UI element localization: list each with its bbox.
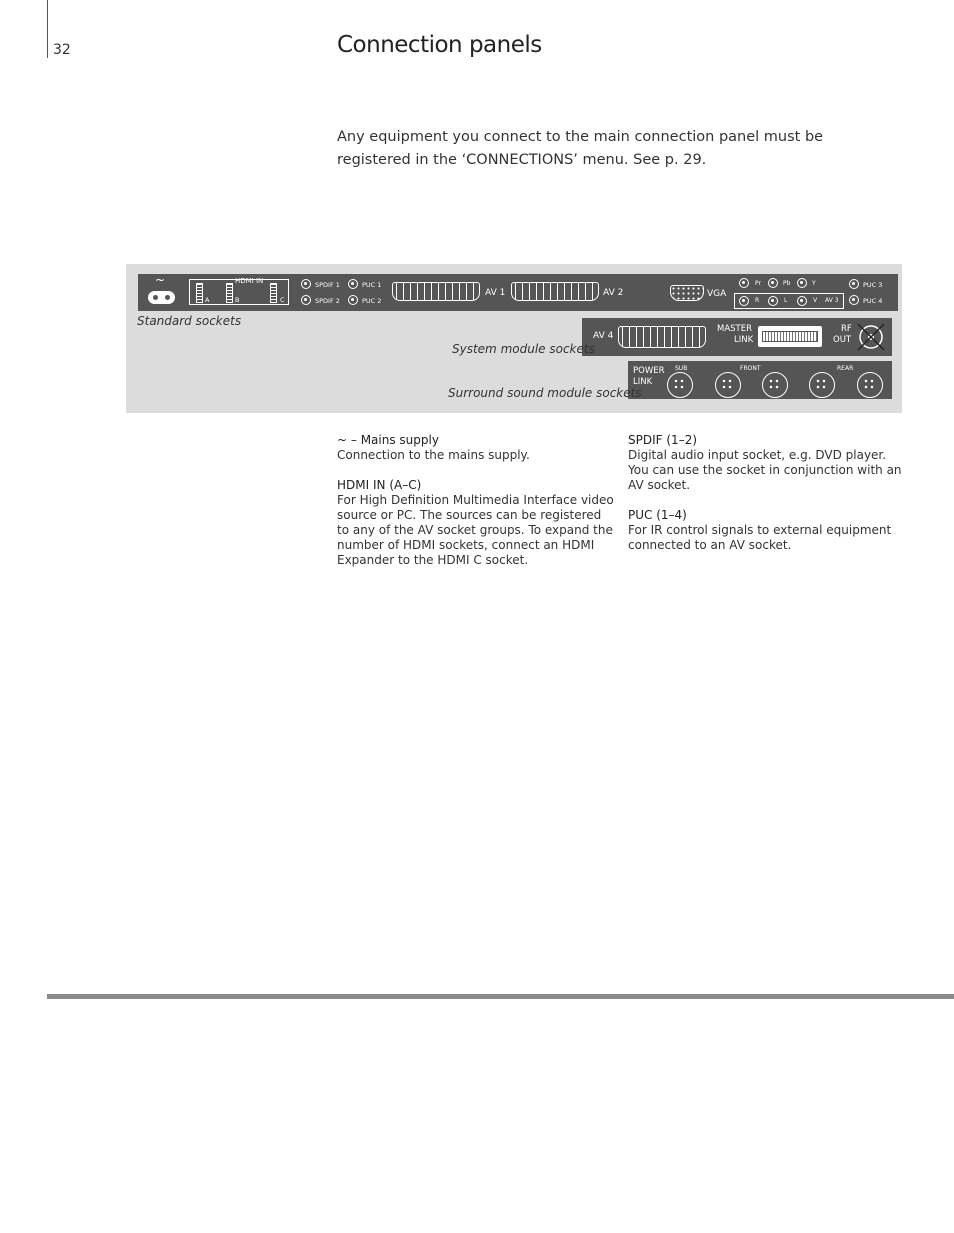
vga-socket-icon — [670, 285, 704, 301]
v-socket-icon — [797, 296, 807, 306]
page-title: Connection panels — [337, 32, 542, 58]
descriptions-left-column — [337, 433, 615, 568]
spdif1-label: SPDIF 1 — [315, 281, 340, 289]
standard-sockets-caption: Standard sockets — [137, 314, 242, 328]
rf-label: RF — [841, 324, 852, 334]
hdmi-c-socket-icon — [270, 283, 277, 303]
descriptions-right-column — [628, 433, 906, 553]
mains-wave-icon: ~ — [155, 273, 166, 287]
spdif2-socket-icon — [301, 295, 311, 305]
mains-socket-icon — [148, 291, 175, 304]
master-label: MASTER — [717, 324, 753, 334]
hdmi-b-socket-icon — [226, 283, 233, 303]
l-label: L — [784, 297, 788, 304]
y-label: Y — [812, 280, 816, 287]
hdmi-c-label: C — [280, 296, 285, 304]
front-din-2-icon — [762, 372, 788, 398]
out-label: OUT — [833, 335, 852, 345]
vga-label: VGA — [707, 289, 727, 299]
hdmi-b-label: B — [235, 296, 240, 304]
spdif2-label: SPDIF 2 — [315, 297, 340, 305]
puc3-socket-icon — [849, 279, 859, 289]
surround-module-strip — [628, 361, 892, 399]
r-label: R — [755, 297, 760, 304]
masterlink-socket-icon — [758, 326, 822, 347]
page-number: 32 — [53, 42, 71, 58]
av4-scart-icon — [618, 326, 706, 348]
rear-label: REAR — [837, 365, 854, 372]
spdif1-socket-icon — [301, 279, 311, 289]
front-din-1-icon — [715, 372, 741, 398]
mains-heading: ~ – Mains supply — [337, 433, 439, 447]
puc-heading: PUC (1–4) — [628, 508, 687, 522]
hdmi-text: For High Definition Multimedia Interface video source or PC. The sources can be registered to any of the AV socket groups. To expand the number of HDMI sockets, connect an HDMI Expander to the HDMI C socket. — [337, 493, 614, 567]
av2-scart-icon — [511, 282, 599, 301]
pr-label: Pr — [755, 280, 761, 287]
puc1-label: PUC 1 — [362, 281, 382, 289]
v-label: V — [813, 297, 818, 304]
margin-rule — [47, 0, 48, 58]
power-link-din-icon — [667, 372, 693, 398]
l-socket-icon — [768, 296, 778, 306]
spdif-heading: SPDIF (1–2) — [628, 433, 698, 447]
rf-out-socket-icon — [856, 323, 886, 351]
pb-label: Pb — [783, 280, 791, 287]
av1-scart-icon — [392, 282, 480, 301]
av2-label: AV 2 — [603, 288, 624, 298]
pr-socket-icon — [739, 278, 749, 288]
front-label: FRONT — [740, 365, 761, 372]
puc1-socket-icon — [348, 279, 358, 289]
y-socket-icon — [797, 278, 807, 288]
standard-sockets-strip — [138, 274, 898, 311]
r-socket-icon — [739, 296, 749, 306]
puc2-socket-icon — [348, 295, 358, 305]
system-module-caption: System module sockets — [452, 342, 595, 356]
av3-label: AV 3 — [825, 297, 839, 304]
av4-label: AV 4 — [593, 331, 614, 341]
rear-din-2-icon — [857, 372, 883, 398]
puc2-label: PUC 2 — [362, 297, 382, 305]
puc4-label: PUC 4 — [863, 297, 883, 305]
connection-panel-illustration — [126, 264, 902, 413]
puc3-label: PUC 3 — [863, 281, 883, 289]
pb-socket-icon — [768, 278, 778, 288]
hdmi-a-label: A — [205, 296, 210, 304]
master-link-label: LINK — [734, 335, 754, 345]
hdmi-heading: HDMI IN (A–C) — [337, 478, 422, 492]
hdmi-a-socket-icon — [196, 283, 203, 303]
intro-paragraph: Any equipment you connect to the main connection panel must be registered in the ‘CONNECTIONS’ menu. See p. 29. — [337, 129, 824, 168]
system-module-strip — [582, 318, 892, 356]
rear-din-1-icon — [809, 372, 835, 398]
sub-label: SUB — [675, 365, 688, 372]
footer-rule — [47, 994, 954, 999]
av1-label: AV 1 — [485, 288, 506, 298]
puc-text: For IR control signals to external equipment connected to an AV socket. — [628, 523, 892, 552]
mains-text: Connection to the mains supply. — [337, 448, 530, 462]
spdif-text: Digital audio input socket, e.g. DVD player. You can use the socket in conjunction with an AV socket. — [628, 448, 902, 492]
power-link-label: LINK — [633, 377, 653, 387]
puc4-socket-icon — [849, 295, 859, 305]
surround-module-caption: Surround sound module sockets — [448, 386, 642, 400]
power-label: POWER — [633, 366, 665, 376]
hdmi-in-label: HDMI IN — [235, 277, 264, 285]
